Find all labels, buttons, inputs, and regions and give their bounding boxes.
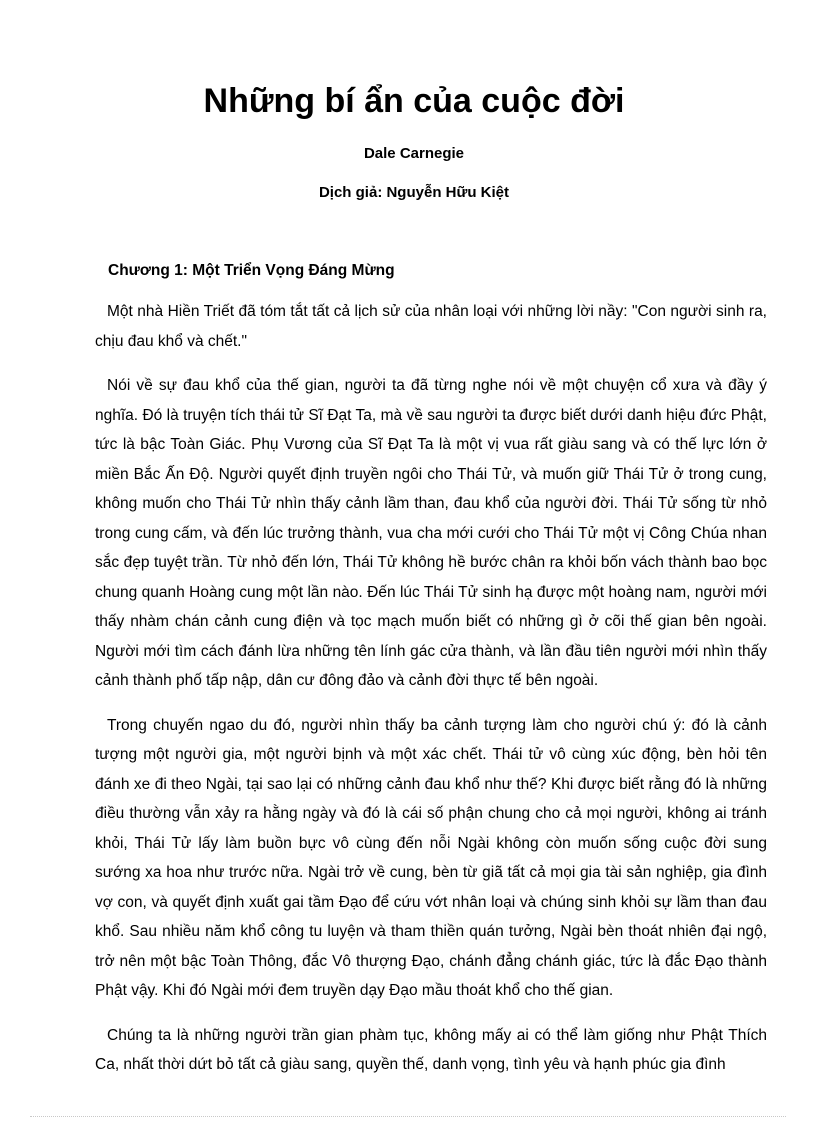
document-title: Những bí ẩn của cuộc đời xyxy=(203,82,625,120)
page-bottom-divider xyxy=(30,1116,786,1118)
paragraph: Một nhà Hiền Triết đã tóm tắt tất cả lịch sử của nhân loại với những lời nầy: "Con người sinh ra, chịu đau khổ và chết." xyxy=(95,303,767,350)
chapter-heading: Chương 1: Một Triển Vọng Đáng Mừng xyxy=(108,262,395,279)
paragraph: Trong chuyến ngao du đó, người nhìn thấy ba cảnh tượng làm cho người chú ý: đó là cảnh tượng một người gia, một người bịnh và một xác chết. Thái tử vô cùng xúc động, bèn hỏi tên đánh xe đi theo Ngài, tại sao lại có những cảnh đau khổ như thế? Khi được biết rằng đó là những điều thường vẫn xảy ra hằng ngày và đó là cái số phận chung cho cả mọi người, không ai tránh khỏi, Thái Tử lấy làm buồn bực vô cùng đến nỗi Ngài không còn muốn sống cuộc đời sung sướng xa hoa như trước nữa. Ngài trở về cung, bèn từ giã tất cả mọi gia tài sản nghiệp, gia đình vợ con, và quyết định xuất gai tầm Đạo để cứu vớt nhân loại và chúng sinh khỏi sự lầm than đau khổ. Sau nhiều năm khổ công tu luyện và tham thiền quán tưởng, Ngài bèn thoát nhiên đại ngộ, trở nên một bậc Toàn Thông, đắc Vô thượng Đạo, chánh đẳng chánh giác, tức là đắc Đạo thành Phật vậy. Khi đó Ngài mới đem truyền dạy Đạo mầu thoát khổ cho thế gian. xyxy=(95,716,767,999)
paragraph: Nói về sự đau khổ của thế gian, người ta đã từng nghe nói về một chuyện cổ xưa và đầy ý nghĩa. Đó là truyện tích thái tử Sĩ Đạt Ta, mà về sau người ta được biết dưới danh hiệu đức Phật, tức là bậc Toàn Giác. Phụ Vương của Sĩ Đạt Ta là một vị vua rất giàu sang và có thế lực lớn ở miền Bắc Ấn Độ. Người quyết định truyền ngôi cho Thái Tử, và muốn giữ Thái Tử ở trong cung, không muốn cho Thái Tử nhìn thấy cảnh lầm than, đau khổ của người đời. Thái Tử sống từ nhỏ trong cung cấm, và đến lúc trưởng thành, vua cha mới cưới cho Thái Tử một vị Công Chúa nhan sắc đẹp tuyệt trần. Từ nhỏ đến lớn, Thái Tử không hề bước chân ra khỏi bốn vách thành bao bọc chung quanh Hoàng cung một lần nào. Đến lúc Thái Tử sinh hạ được một hoàng nam, người mới thấy nhàm chán cảnh cung điện và tọc mạch muốn biết có những gì ở cõi thế gian bên ngoài. Người mới tìm cách đánh lừa những tên lính gác cửa thành, và lần đầu tiên người mới nhìn thấy cảnh thành phố tấp nập, dân cư đông đảo và cảnh đời thực tế bên ngoài. xyxy=(95,377,767,689)
author-name: Dale Carnegie xyxy=(363,145,465,162)
paragraph: Chúng ta là những người trần gian phàm tục, không mấy ai có thể làm giống như Phật Thích Ca, nhất thời dứt bỏ tất cả giàu sang, quyền thế, danh vọng, tình yêu và hạnh phúc gia đình xyxy=(95,1026,767,1073)
body-text xyxy=(95,297,767,1095)
translator-line: Dịch giả: Nguyễn Hữu Kiệt xyxy=(318,184,510,201)
